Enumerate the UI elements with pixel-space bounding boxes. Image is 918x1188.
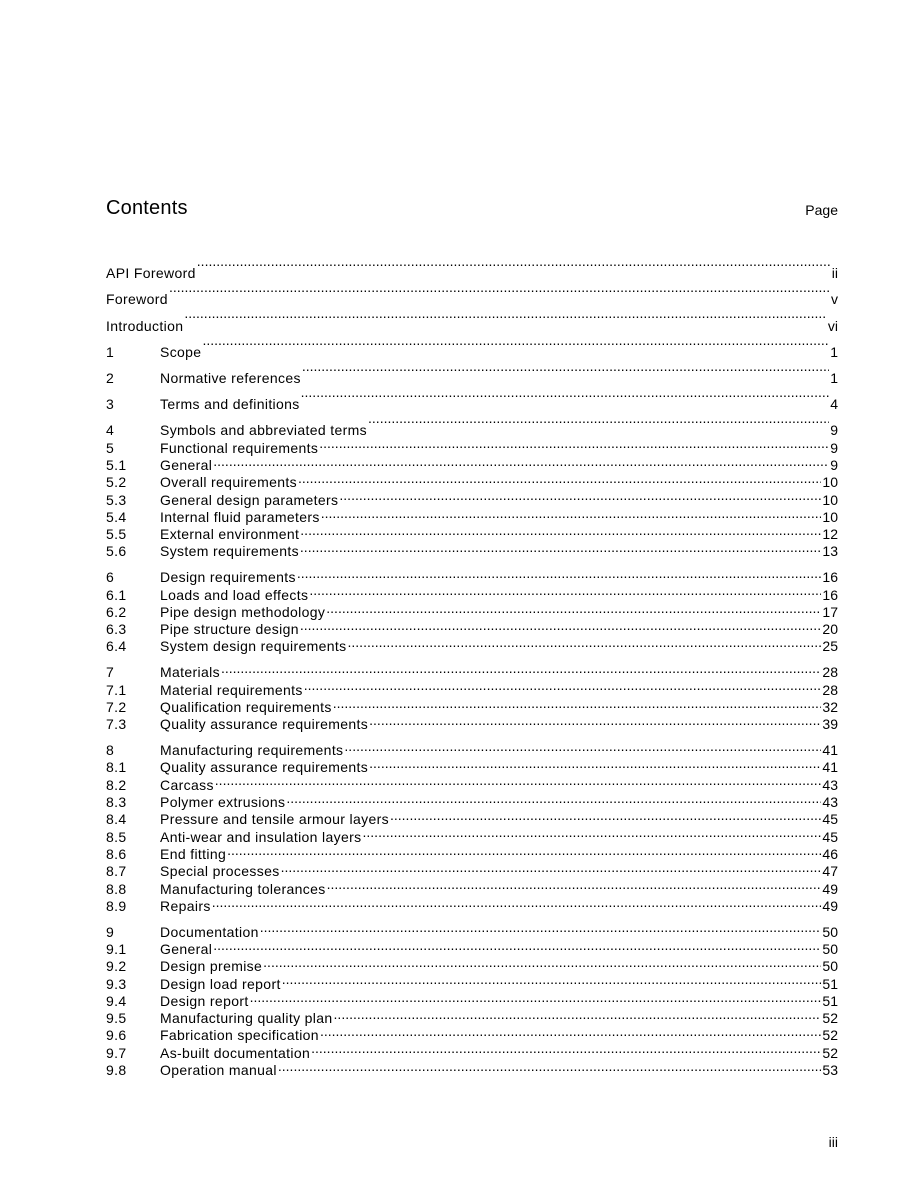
toc-entry-title[interactable]: General xyxy=(160,456,213,473)
toc-entry[interactable] xyxy=(106,1023,838,1044)
toc-entry-number: 6.2 xyxy=(106,603,127,620)
toc-entry-page[interactable]: 17 xyxy=(822,603,838,620)
toc-entry-page[interactable]: 41 xyxy=(822,742,838,759)
toc-entry-number: 9.8 xyxy=(106,1062,127,1079)
toc-entry-number: 5.4 xyxy=(106,508,127,525)
toc-dot-leader xyxy=(301,383,830,409)
toc-entry[interactable] xyxy=(106,712,838,733)
toc-entry-page[interactable]: ii xyxy=(831,265,838,282)
toc-entry-number: 2 xyxy=(106,369,115,386)
toc-entry-page[interactable]: 32 xyxy=(822,698,838,715)
page-title: Contents xyxy=(106,197,188,219)
toc-entry-page[interactable]: 41 xyxy=(822,759,838,776)
toc-entry-page[interactable]: 49 xyxy=(822,897,838,914)
toc-entry-page[interactable]: 43 xyxy=(822,776,838,793)
toc-entry[interactable] xyxy=(106,617,838,638)
toc-entry-title[interactable]: Pressure and tensile armour layers xyxy=(160,811,389,828)
toc-entry-title[interactable]: Carcass xyxy=(160,776,214,793)
toc-entry[interactable] xyxy=(106,435,838,456)
toc-entry[interactable] xyxy=(106,859,838,880)
toc-dot-leader xyxy=(202,331,829,357)
toc-entry-page[interactable]: 13 xyxy=(822,543,838,560)
toc-entry-number: 4 xyxy=(106,422,115,439)
toc-section-group xyxy=(106,738,838,914)
toc-entry-number: 3 xyxy=(106,396,115,413)
toc-entry-number: 9 xyxy=(106,923,115,940)
toc-entry-title[interactable]: Terms and definitions xyxy=(160,396,300,413)
toc-entry-title[interactable]: Loads and load effects xyxy=(160,586,309,603)
toc-dot-leader xyxy=(334,1006,822,1023)
toc-entry-page[interactable]: 52 xyxy=(822,1027,838,1044)
toc-dot-leader xyxy=(184,304,827,330)
toc-entry-page[interactable]: 51 xyxy=(822,992,838,1009)
toc-entry-title[interactable]: Introduction xyxy=(106,317,184,334)
toc-entry-page[interactable]: 43 xyxy=(822,794,838,811)
toc-dot-leader xyxy=(297,565,822,582)
toc-entry[interactable] xyxy=(106,409,838,439)
toc-dot-leader xyxy=(212,894,822,911)
toc-dot-leader xyxy=(327,876,822,893)
toc-entry-page[interactable]: 10 xyxy=(822,474,838,491)
toc-entry-title[interactable]: Functional requirements xyxy=(160,439,319,456)
toc-dot-leader xyxy=(227,842,821,859)
toc-entry[interactable] xyxy=(106,522,838,543)
toc-entry[interactable] xyxy=(106,1058,838,1079)
toc-entry-number: 8.5 xyxy=(106,828,127,845)
toc-entry-number: 5.2 xyxy=(106,474,127,491)
toc-entry-title[interactable]: Qualification requirements xyxy=(160,698,332,715)
toc-entry-title[interactable]: Pipe structure design xyxy=(160,621,299,638)
toc-dot-leader xyxy=(169,278,830,304)
toc-entry[interactable] xyxy=(106,876,838,897)
toc-entry[interactable] xyxy=(106,600,838,620)
toc-entry-title[interactable]: Design report xyxy=(160,992,249,1009)
toc-entry-title[interactable]: Manufacturing tolerances xyxy=(160,880,326,897)
toc-entry-number: 7.2 xyxy=(106,698,127,715)
toc-entry-title[interactable]: Repairs xyxy=(160,897,211,914)
toc-dot-leader xyxy=(282,971,822,988)
toc-entry[interactable] xyxy=(106,470,838,491)
toc-entry[interactable] xyxy=(106,505,838,525)
toc-entry-page[interactable]: 53 xyxy=(822,1062,838,1079)
toc-entry[interactable] xyxy=(106,894,838,914)
toc-dot-leader xyxy=(319,435,829,452)
toc-entry-title[interactable]: Quality assurance requirements xyxy=(160,716,369,733)
toc-dot-leader xyxy=(278,1058,822,1075)
toc-entry-page[interactable]: 12 xyxy=(822,526,838,543)
toc-entry-page[interactable]: 25 xyxy=(822,638,838,655)
toc-entry-page[interactable]: 28 xyxy=(822,681,838,698)
toc-entry-number: 8.1 xyxy=(106,759,127,776)
toc-entry[interactable] xyxy=(106,278,838,308)
toc-entry-number: 5.5 xyxy=(106,526,127,543)
toc-entry-page[interactable]: vi xyxy=(827,317,838,334)
toc-entry-page[interactable]: 50 xyxy=(822,941,838,957)
toc-entry-title[interactable]: Symbols and abbreviated terms xyxy=(160,422,368,439)
toc-entry-number: 8.7 xyxy=(106,863,127,880)
toc-entry-number: 6 xyxy=(106,569,115,586)
toc-entry-title[interactable]: System requirements xyxy=(160,543,299,560)
toc-entry-title[interactable]: Material requirements xyxy=(160,681,303,698)
page-number: iii xyxy=(828,1134,838,1150)
toc-entry-number: 8.9 xyxy=(106,897,127,914)
toc-entry-title[interactable]: Anti-wear and insulation layers xyxy=(160,828,362,845)
toc-entry[interactable] xyxy=(106,582,838,603)
toc-entry-title[interactable]: Design load report xyxy=(160,975,281,992)
toc-dot-leader xyxy=(348,634,822,651)
toc-entry-title[interactable]: Manufacturing quality plan xyxy=(160,1010,333,1027)
toc-entry-page[interactable]: 47 xyxy=(822,863,838,880)
toc-group-spacer xyxy=(106,911,838,920)
toc-entry-title[interactable]: Documentation xyxy=(160,923,259,940)
toc-dot-leader xyxy=(311,1040,821,1057)
toc-entry[interactable] xyxy=(106,453,838,473)
toc-dot-leader xyxy=(344,738,821,755)
toc-entry-title[interactable]: API Foreword xyxy=(106,265,196,282)
toc-entry-title[interactable]: Design requirements xyxy=(160,569,296,586)
toc-entry-page[interactable]: 9 xyxy=(830,422,838,439)
toc-dot-leader xyxy=(215,772,822,789)
toc-dot-leader xyxy=(304,677,822,694)
page-column-label: Page xyxy=(805,202,838,218)
toc-entry-page[interactable]: 52 xyxy=(822,1044,838,1061)
toc-entry-number: 9.5 xyxy=(106,1010,127,1027)
toc-entry-number: 9.3 xyxy=(106,975,127,992)
toc-dot-leader xyxy=(333,695,822,712)
toc-entry-number: 6.4 xyxy=(106,638,127,655)
toc-entry-title[interactable]: Operation manual xyxy=(160,1062,277,1079)
toc-dot-leader xyxy=(300,617,822,634)
toc-entry-title[interactable]: Manufacturing requirements xyxy=(160,742,344,759)
toc-entry-number: 6.1 xyxy=(106,586,127,603)
toc-section-group xyxy=(106,331,838,360)
toc-entry-page[interactable]: 9 xyxy=(830,439,838,456)
toc-entry[interactable] xyxy=(106,738,838,759)
toc-entry[interactable] xyxy=(106,1006,838,1027)
toc-dot-leader xyxy=(286,790,821,807)
toc-dot-leader xyxy=(300,522,821,539)
toc-dot-leader xyxy=(302,357,829,383)
toc-entry-page[interactable]: 45 xyxy=(822,828,838,845)
toc-dot-leader xyxy=(281,859,822,876)
toc-entry[interactable] xyxy=(106,539,838,560)
toc-entry-number: 9.1 xyxy=(106,941,127,957)
toc-entry-title[interactable]: Special processes xyxy=(160,863,280,880)
toc-entry-page[interactable]: 9 xyxy=(830,456,838,473)
toc-dot-leader xyxy=(213,453,829,470)
toc-entry-number: 7 xyxy=(106,664,115,681)
toc-dot-leader xyxy=(390,807,821,824)
toc-section-group xyxy=(106,409,838,439)
toc-entry-title[interactable]: Internal fluid parameters xyxy=(160,508,320,525)
toc-entry[interactable] xyxy=(106,937,838,957)
toc-entry-number: 5 xyxy=(106,439,115,456)
toc-dot-leader xyxy=(369,755,821,772)
toc-entry[interactable] xyxy=(106,252,838,282)
toc-entry-title[interactable]: General xyxy=(160,941,213,957)
toc-entry[interactable] xyxy=(106,695,838,715)
toc-entry-title[interactable]: General design parameters xyxy=(160,491,339,508)
toc-dot-leader xyxy=(260,919,822,936)
toc-entry-page[interactable]: 50 xyxy=(822,923,838,940)
toc-entry-title[interactable]: Overall requirements xyxy=(160,474,297,491)
toc-dot-leader xyxy=(250,989,822,1006)
toc-entry-number: 1 xyxy=(106,343,115,360)
toc-entry[interactable] xyxy=(106,842,838,862)
table-of-contents xyxy=(106,252,838,1079)
toc-entry[interactable] xyxy=(106,660,838,681)
toc-entry[interactable] xyxy=(106,790,838,811)
toc-entry-number: 8.3 xyxy=(106,794,127,811)
toc-entry-page[interactable]: 4 xyxy=(830,396,838,413)
toc-entry-title[interactable]: System design requirements xyxy=(160,638,347,655)
toc-entry-page[interactable]: 1 xyxy=(830,369,838,386)
toc-section-group xyxy=(106,435,838,560)
toc-dot-leader xyxy=(263,954,821,971)
toc-entry-page[interactable]: 20 xyxy=(822,621,838,638)
toc-dot-leader xyxy=(300,539,822,556)
toc-entry-number: 9.2 xyxy=(106,958,127,975)
toc-entry[interactable] xyxy=(106,487,838,508)
toc-section-group xyxy=(106,660,838,733)
toc-entry-page[interactable]: 28 xyxy=(822,664,838,681)
toc-dot-leader xyxy=(320,1023,821,1040)
toc-entry-page[interactable]: v xyxy=(831,291,838,308)
contents-header xyxy=(106,196,838,224)
toc-entry-title[interactable]: Materials xyxy=(160,664,220,681)
toc-entry[interactable] xyxy=(106,677,838,698)
toc-entry-title[interactable]: Foreword xyxy=(106,291,168,308)
toc-entry-number: 6.3 xyxy=(106,621,127,638)
toc-entry[interactable] xyxy=(106,807,838,828)
toc-dot-leader xyxy=(368,409,829,435)
toc-entry-number: 8.2 xyxy=(106,776,127,793)
toc-entry[interactable] xyxy=(106,971,838,992)
toc-section-group xyxy=(106,357,838,386)
toc-entry-page[interactable]: 46 xyxy=(822,845,838,862)
toc-entry[interactable] xyxy=(106,919,838,940)
toc-entry-number: 5.1 xyxy=(106,456,127,473)
toc-entry-title[interactable]: Polymer extrusions xyxy=(160,794,286,811)
toc-dot-leader xyxy=(213,937,821,954)
toc-entry-number: 5.6 xyxy=(106,543,127,560)
toc-entry-number: 9.4 xyxy=(106,992,127,1009)
toc-entry-title[interactable]: Quality assurance requirements xyxy=(160,759,369,776)
toc-dot-leader xyxy=(221,660,821,677)
toc-entry[interactable] xyxy=(106,634,838,655)
toc-entry[interactable] xyxy=(106,357,838,386)
toc-entry[interactable] xyxy=(106,1040,838,1061)
toc-entry-number: 9.6 xyxy=(106,1027,127,1044)
toc-entry-number: 7.1 xyxy=(106,681,127,698)
toc-dot-leader xyxy=(326,600,821,617)
toc-entry-number: 8.8 xyxy=(106,880,127,897)
toc-entry-title[interactable]: Scope xyxy=(160,343,202,360)
toc-entry[interactable] xyxy=(106,989,838,1009)
toc-entry-title[interactable]: Design premise xyxy=(160,958,263,975)
toc-entry-page[interactable]: 1 xyxy=(830,343,838,360)
toc-dot-leader xyxy=(363,824,822,841)
toc-entry-page[interactable]: 52 xyxy=(822,1010,838,1027)
toc-dot-leader xyxy=(321,505,822,522)
toc-entry-title[interactable]: End fitting xyxy=(160,845,227,862)
toc-entry-page[interactable]: 45 xyxy=(822,811,838,828)
toc-entry-number: 8 xyxy=(106,742,115,759)
toc-section-group xyxy=(106,919,838,1079)
toc-entry-page[interactable]: 10 xyxy=(822,508,838,525)
toc-entry-title[interactable]: Pipe design methodology xyxy=(160,603,326,620)
toc-entry[interactable] xyxy=(106,755,838,776)
toc-entry[interactable] xyxy=(106,383,838,413)
toc-entry[interactable] xyxy=(106,824,838,845)
toc-entry[interactable] xyxy=(106,772,838,793)
toc-entry-page[interactable]: 50 xyxy=(822,958,838,975)
toc-section-group xyxy=(106,565,838,655)
toc-entry[interactable] xyxy=(106,565,838,586)
toc-entry-number: 5.3 xyxy=(106,491,127,508)
toc-dot-leader xyxy=(339,487,821,504)
toc-entry-page[interactable]: 39 xyxy=(822,716,838,733)
toc-entry-page[interactable]: 49 xyxy=(822,880,838,897)
toc-entry-page[interactable]: 51 xyxy=(822,975,838,992)
toc-entry-title[interactable]: External environment xyxy=(160,526,300,543)
toc-entry[interactable] xyxy=(106,331,838,360)
toc-entry-number: 8.4 xyxy=(106,811,127,828)
toc-entry-title[interactable]: Normative references xyxy=(160,369,301,386)
toc-entry[interactable] xyxy=(106,304,838,334)
toc-entry-page[interactable]: 16 xyxy=(822,586,838,603)
toc-entry-title[interactable]: As-built documentation xyxy=(160,1044,311,1061)
toc-entry-page[interactable]: 10 xyxy=(822,491,838,508)
toc-section-group xyxy=(106,383,838,413)
toc-dot-leader xyxy=(369,712,821,729)
toc-dot-leader xyxy=(298,470,821,487)
toc-entry[interactable] xyxy=(106,954,838,975)
toc-dot-leader xyxy=(197,252,831,278)
toc-entry-number: 7.3 xyxy=(106,716,127,733)
toc-dot-leader xyxy=(309,582,821,599)
toc-entry-title[interactable]: Fabrication specification xyxy=(160,1027,319,1044)
toc-entry-page[interactable]: 16 xyxy=(822,569,838,586)
toc-entry-number: 9.7 xyxy=(106,1044,127,1061)
toc-entry-number: 8.6 xyxy=(106,845,127,862)
